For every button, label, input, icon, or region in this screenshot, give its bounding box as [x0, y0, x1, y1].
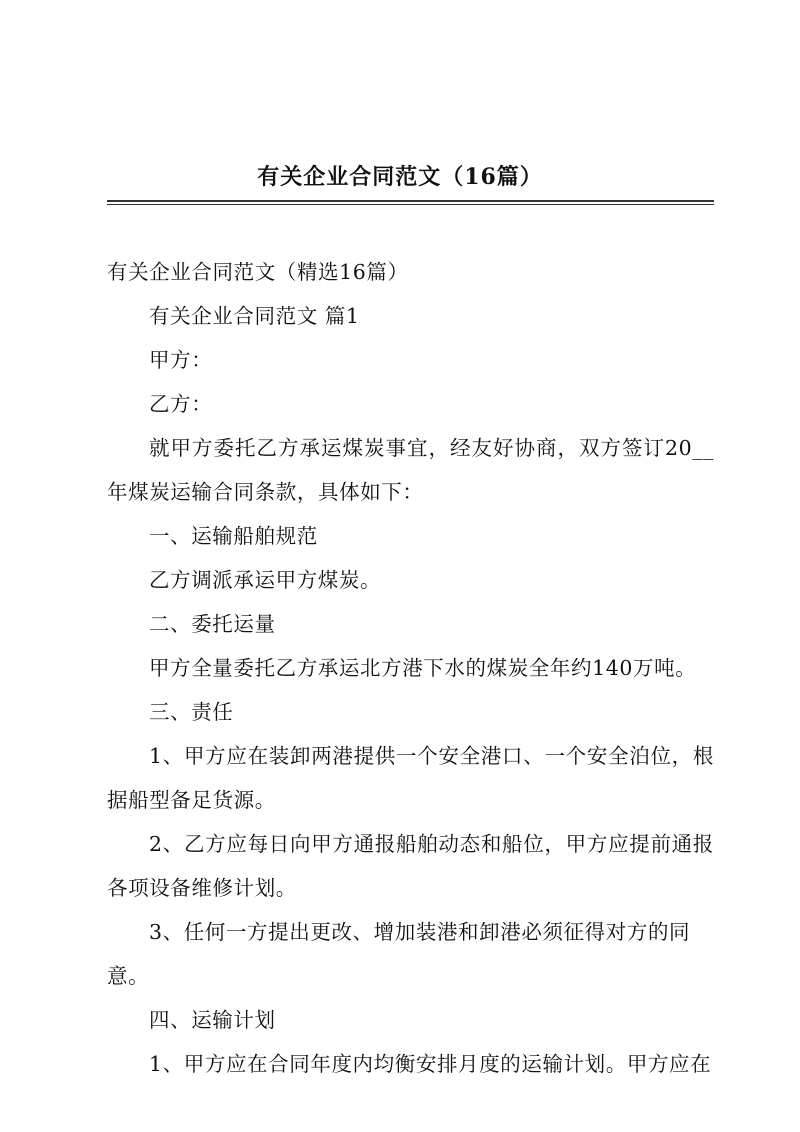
paragraph-section-title: 有关企业合同范文 篇1 — [149, 304, 360, 328]
paragraph-intro: 就甲方委托乙方承运煤炭事宜，经友好协商，双方签订20__年煤炭运输合同条款，具体如下： — [107, 436, 714, 504]
title-divider — [107, 200, 714, 205]
paragraph-clause-3-heading: 三、责任 — [149, 700, 234, 724]
paragraph-party-b: 乙方： — [149, 392, 213, 416]
paragraph-heading-selection: 有关企业合同范文（精选16篇） — [107, 260, 409, 284]
paragraph-clause-4-item-1: 1、甲方应在合同年度内均衡安排月度的运输计划。甲方应在 — [149, 1052, 712, 1076]
paragraph-clause-1-body: 乙方调派承运甲方煤炭。 — [149, 568, 382, 592]
paragraph-clause-3-item-2: 2、乙方应每日向甲方通报船舶动态和船位，甲方应提前通报各项设备维修计划。 — [107, 832, 714, 900]
paragraph-clause-1-heading: 一、运输船舶规范 — [149, 524, 318, 548]
paragraph-party-a: 甲方： — [149, 348, 213, 372]
paragraph-clause-3-item-1: 1、甲方应在装卸两港提供一个安全港口、一个安全泊位，根据船型备足货源。 — [107, 744, 714, 812]
document-body — [107, 250, 714, 1086]
paragraph-clause-3-item-3: 3、任何一方提出更改、增加装港和卸港必须征得对方的同意。 — [107, 920, 691, 988]
paragraph-clause-2-body: 甲方全量委托乙方承运北方港下水的煤炭全年约140万吨。 — [149, 656, 697, 680]
paragraph-clause-2-heading: 二、委托运量 — [149, 612, 276, 636]
document-title: 有关企业合同范文（16篇） — [257, 164, 543, 190]
paragraph-clause-4-heading: 四、运输计划 — [149, 1008, 276, 1032]
